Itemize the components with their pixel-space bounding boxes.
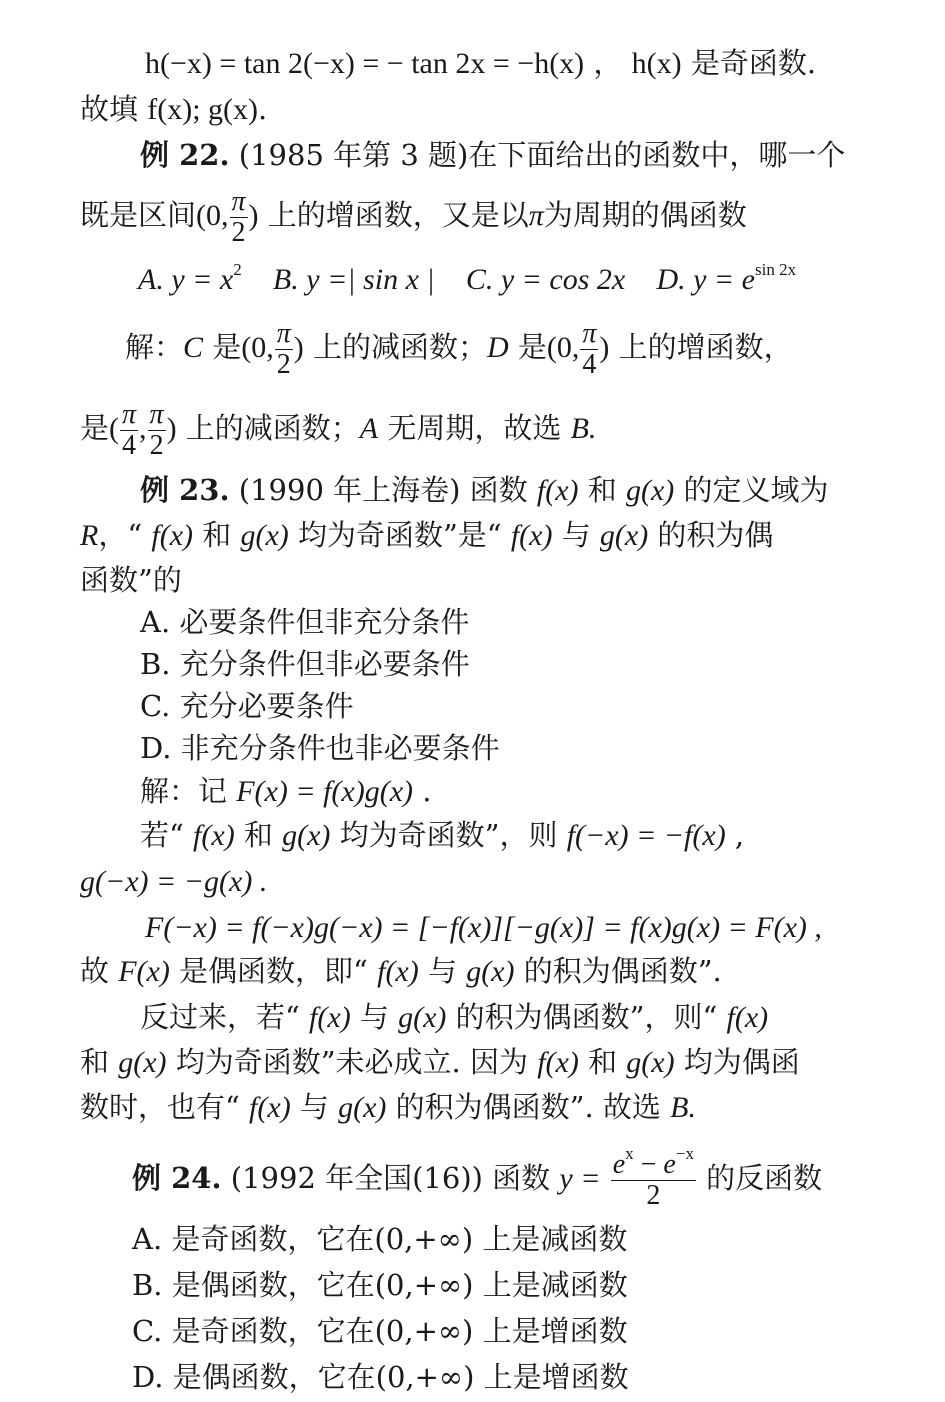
example-22-heading bbox=[140, 138, 845, 172]
math-expression: h(−x) = tan 2(−x) = − tan 2x = −h(x) bbox=[145, 47, 585, 80]
text: 是奇函数. bbox=[681, 46, 817, 80]
punctuation: ， bbox=[593, 46, 623, 80]
example-23-option-b: B. 充分条件但非必要条件 bbox=[140, 647, 470, 681]
fraction-pi-over-4: $\frac{\pi}{4}$ bbox=[122, 398, 137, 461]
solution-23-line-8: 数时，也有“ f(x) 与 g(x) 的积为偶函数”. 故选 B. bbox=[80, 1090, 696, 1124]
text: . bbox=[258, 92, 268, 126]
text: (1985 年第 3 题)在下面给出的函数中，哪一个 bbox=[229, 138, 846, 172]
text: 解： bbox=[125, 330, 184, 364]
example-23-heading: 例 23. (1990 年上海卷) 函数 f(x) 和 g(x) 的定义域为 bbox=[140, 473, 829, 507]
math-expression: (0, bbox=[196, 199, 229, 232]
option-c: C. y = cos 2x bbox=[465, 263, 626, 296]
text-line-9: R，“ f(x) 和 g(x) 均为奇函数”是“ f(x) 与 g(x) 的积为偶 bbox=[80, 518, 774, 552]
example-24-heading: 例 24. (1992 年全国(16)) 函数 y = $\frac{e^x - e^{-x}}{2}$ 的反函数 bbox=[132, 1143, 823, 1211]
fraction-pi-over-2: $\frac{\pi}{2}$ bbox=[231, 185, 246, 248]
example-24-option-a: A. 是奇函数，它在(0,+∞) 上是减函数 bbox=[132, 1222, 628, 1256]
fraction-pi-over-4: $\frac{\pi}{4}$ bbox=[582, 317, 597, 380]
example-23-option-a: A. 必要条件但非充分条件 bbox=[140, 605, 470, 639]
solution-22-line-1: 解：C 是(0, $\frac{\pi}{2}$ ) 上的减函数；D 是(0, $\frac{\pi}{4}$ ) 上的增函数， bbox=[125, 317, 793, 380]
fraction-sinh: $\frac{e^x - e^{-x}}{2}$ bbox=[612, 1143, 694, 1211]
text: 上的增函数，又是以 bbox=[258, 198, 529, 232]
example-23-option-d: D. 非充分条件也非必要条件 bbox=[140, 731, 500, 765]
example-24-option-c: C. 是奇函数，它在(0,+∞) 上是增函数 bbox=[132, 1314, 628, 1348]
solution-22-line-2: 是( $\frac{\pi}{4}$ , $\frac{\pi}{2}$ ) 上的减函数；A 无周期，故选 B. bbox=[80, 398, 597, 461]
text: 为周期的偶函数 bbox=[543, 198, 747, 232]
option-a: A. $y = x^2$ bbox=[138, 260, 242, 296]
math-expression: ) bbox=[248, 199, 259, 232]
text-line-2 bbox=[80, 92, 267, 127]
text-line-4 bbox=[80, 185, 747, 248]
solution-23-line-4: F(−x) = f(−x)g(−x) = [−f(x)][−g(x)] = f(x)g(x) = F(x) , bbox=[145, 911, 822, 944]
fraction-pi-over-2: $\frac{\pi}{2}$ bbox=[276, 317, 291, 380]
math-expression: h(x) bbox=[631, 47, 682, 80]
example-label: 例 24. bbox=[132, 1161, 222, 1195]
math-symbol: π bbox=[528, 199, 544, 232]
text: 故填 bbox=[80, 92, 148, 126]
example-24-option-b: B. 是偶函数，它在(0,+∞) 上是减函数 bbox=[132, 1268, 628, 1302]
solution-23-line-2: 若“ f(x) 和 g(x) 均为奇函数”，则 f(−x) = −f(x) , bbox=[140, 818, 745, 852]
solution-23-line-3: g(−x) = −g(x) . bbox=[80, 865, 268, 898]
solution-23-line-6: 反过来，若“ f(x) 与 g(x) 的积为偶函数”，则“ f(x) bbox=[140, 1000, 769, 1034]
text-line-10: 函数”的 bbox=[80, 563, 182, 597]
option-d: D. $y = e^{sin 2x}$ bbox=[656, 260, 797, 296]
solution-23-line-5: 故 F(x) 是偶函数，即“ f(x) 与 g(x) 的积为偶函数”. bbox=[80, 954, 722, 988]
math-expression: f(x); g(x) bbox=[147, 93, 259, 126]
solution-23-line-1: 解：记 F(x) = f(x)g(x) . bbox=[140, 774, 432, 808]
text: 既是区间 bbox=[80, 198, 197, 232]
option-b: B. y =| sin x | bbox=[272, 263, 435, 296]
solution-23-line-7: 和 g(x) 均为奇函数”未必成立. 因为 f(x) 和 g(x) 均为偶函 bbox=[80, 1045, 800, 1079]
example-22-options bbox=[138, 262, 796, 297]
example-23-option-c: C. 充分必要条件 bbox=[140, 689, 354, 723]
example-24-option-d: D. 是偶函数，它在(0,+∞) 上是增函数 bbox=[132, 1360, 629, 1394]
example-label: 例 22. bbox=[140, 138, 230, 172]
example-label: 例 23. bbox=[140, 473, 230, 507]
fraction-pi-over-2: $\frac{\pi}{2}$ bbox=[149, 398, 164, 461]
text-line-1 bbox=[145, 46, 816, 81]
